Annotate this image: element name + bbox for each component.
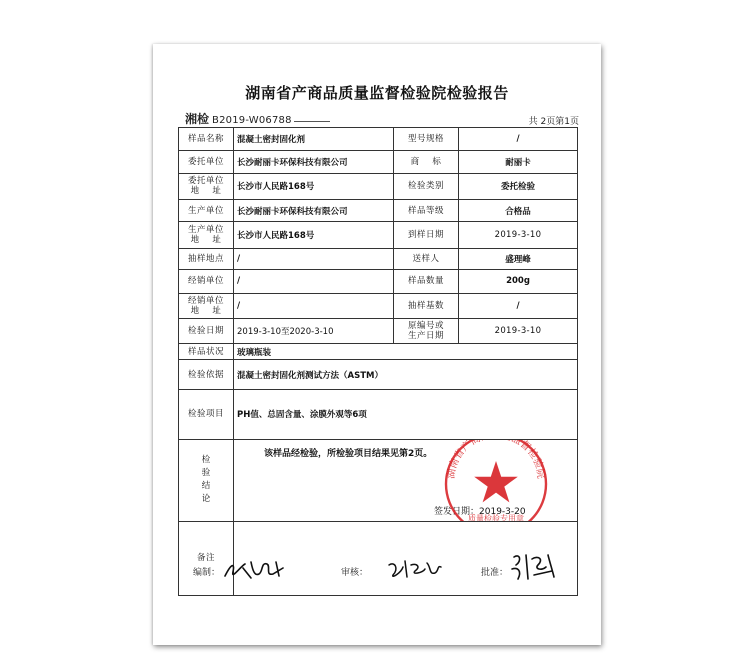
row-items [179,390,578,440]
row-dealer-address [179,293,578,318]
label-char: 论 [201,494,211,505]
label-sender: 送样人 [394,248,459,269]
row-producer [179,200,578,222]
value-test-date: 2019-3-10至2020-3-10 [234,318,394,343]
official-stamp [441,429,551,523]
value-quantity: 200g [459,270,578,293]
row-basis [179,360,578,390]
approver-signature [508,549,558,585]
label-line: 地 址 [190,235,222,246]
value-items: PH值、总固含量、涂膜外观等6项 [234,390,578,440]
conclusion-cell [234,429,578,523]
reviewer-signature [385,555,445,583]
label-line: 经销单位 [187,295,224,306]
label-line: 生产单位 [187,225,224,236]
compiler-signature [221,554,291,584]
label-line: 委托单位 [187,176,224,187]
label-line: 地 址 [190,186,222,197]
conclusion-text: 该样品经检验，所检验项目结果见第2页。 [264,448,433,459]
value-sampling-base: / [459,293,578,318]
value-brand: 耐丽卡 [459,151,578,173]
value-sample-name: 混凝土密封固化剂 [234,128,394,151]
label-producer: 生产单位 [179,200,234,222]
label-orig-no [394,318,459,343]
value-orig-no: 2019-3-10 [459,318,578,343]
value-producer-address: 长沙市人民路168号 [234,222,394,249]
label-producer-address [179,222,234,249]
label-test-date: 检验日期 [179,318,234,343]
value-client: 长沙耐丽卡环保科技有限公司 [234,151,394,173]
label-conclusion [179,439,234,521]
label-basis: 检验依据 [179,360,234,390]
row-sampling-place [179,248,578,269]
row-client-address [179,173,578,200]
value-basis: 混凝土密封固化剂测试方法（ASTM） [234,360,578,390]
report-title: 湖南省产商品质量监督检验院检验报告 [245,84,509,102]
value-dealer-address: / [234,293,394,318]
label-status: 样品状况 [179,344,234,360]
label-line: 地 址 [190,305,222,316]
stamp-bottom-text: 质量检验专用章 [468,513,524,523]
row-sample-name [179,128,578,151]
page-count: 共 2页第1页 [528,117,579,127]
label-dealer: 经销单位 [179,270,234,293]
label-sample-name: 样品名称 [179,128,234,151]
value-model: / [459,128,578,151]
value-test-type: 委托检验 [459,173,578,200]
report-number: B2019-W06788 [212,115,292,126]
value-client-address: 长沙市人民路168号 [234,173,394,200]
label-sampling-place: 抽样地点 [179,248,234,269]
label-line: 原编号或 [407,321,444,332]
label-model: 型号规格 [394,128,459,151]
stamp-ring-text: 湖南省产商品质量监督检验院 [445,429,547,480]
label-line: 生产日期 [407,331,444,342]
label-grade: 样品等级 [394,200,459,222]
report-paper [153,44,601,645]
report-number-line [185,110,330,127]
reviewed-label: 审核： [341,568,369,578]
value-sender: 盛理峰 [459,248,578,269]
value-grade: 合格品 [459,200,578,222]
value-producer: 长沙耐丽卡环保科技有限公司 [234,200,394,222]
issue-date-label: 签发日期： [434,506,480,517]
number-underline [294,121,330,122]
label-client-address [179,173,234,200]
report-form [178,127,578,596]
value-sampling-place: / [234,248,394,269]
label-items: 检验项目 [179,390,234,440]
row-client [179,151,578,173]
compiled-label: 编制： [193,568,221,578]
row-conclusion [179,439,578,521]
label-sampling-base: 抽样基数 [394,293,459,318]
stamp-star [474,461,518,502]
label-test-type: 检验类别 [394,173,459,200]
label-char: 结 [201,481,211,492]
label-char: 检 [201,455,211,466]
row-dealer [179,270,578,293]
value-dealer: / [234,270,394,293]
approved-label: 批准： [481,568,509,578]
label-remarks: 备注 [179,521,234,595]
value-arrival: 2019-3-10 [459,222,578,249]
row-status [179,344,578,360]
issue-date: 2019-3-20 [479,506,526,517]
label-brand: 商 标 [394,151,459,173]
label-client: 委托单位 [179,151,234,173]
label-char: 验 [201,468,211,479]
row-test-date [179,318,578,343]
label-dealer-address [179,293,234,318]
label-quantity: 样品数量 [394,270,459,293]
row-producer-address [179,222,578,249]
report-prefix: 湘检 [185,112,210,126]
value-status: 玻璃瓶装 [234,344,578,360]
label-arrival: 到样日期 [394,222,459,249]
